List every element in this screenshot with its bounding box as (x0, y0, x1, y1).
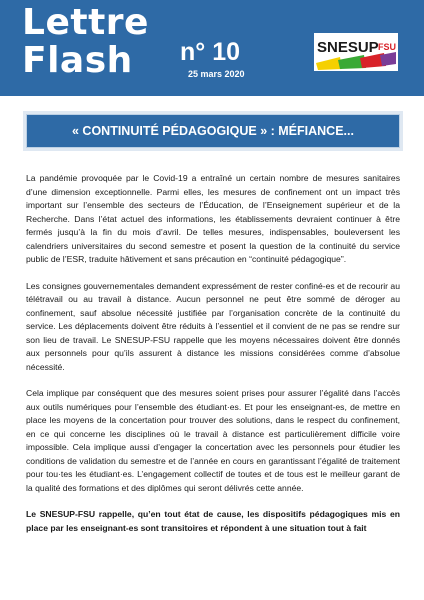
logo-text-main: SNESUP (317, 39, 379, 56)
title-line-2: Flash (22, 40, 133, 81)
paragraph-1: La pandémie provoquée par le Covid-19 a entraîné un certain nombre de mesures sanitaires d’une dimension exceptionnelle. Parmi elles, les mesures de confinement ont un impact très important sur l’ensemble des secteurs de l’Éducation, de l’Enseignement supérieur et de la Recherche. Dans l’état actuel des informations, les établissements devraient continuer à être fermés jusqu’à la fin du mois d’avril. De telles mesures, indispensables, bouleversent les calendriers universitaires du second semestre et posent la question de la continuité du service public de l’ESR, traduite hâtivement et sans précaution en “continuité pédagogique”. (26, 173, 400, 264)
issue-date: 25 mars 2020 (188, 69, 245, 79)
issue-number: n° 10 (180, 38, 241, 66)
article-title: « CONTINUITÉ PÉDAGOGIQUE » : MÉFIANCE... (72, 124, 354, 138)
title-line-1: Lettre (22, 2, 149, 43)
snesup-fsu-logo (314, 33, 398, 71)
paragraph-3: Cela implique par conséquent que des mesures soient prises pour assurer l’égalité dans l’accès aux outils numériques pour l’ensemble des étudiant·es. Et pour les enseignant-es, de mettre en place les moyens de la concertation pour trouver des solutions, dans le respect du confinement, en ce qui concerne les disciplines où le travail à distance est particulièrement difficile voire impossible. Cela implique aussi d’engager la concertation avec les personnels pour étudier les conditions de validation du semestre et de l’année en cours en garantissant l’égalité de traitement pour tou·tes les étudiant·es. L’engagement collectif de toutes et de tous est le meilleur garant de la qualité des formations et des diplômes qui seront délivrés cette année. (26, 388, 400, 493)
logo-text-sub: FSU (378, 42, 396, 52)
article-title-banner (26, 114, 400, 148)
paragraph-2: Les consignes gouvernementales demandent expressément de rester confiné-es et de recourir au télétravail ou au travail à distance. Aucun personnel ne peut être sommé de déroger au confinement, sauf absolue nécessité justifiée par l’organisation concrète de la continuité du service. Les déplacements doivent être réduits à l’essentiel et il convient de ne pas se rendre sur son lieu de travail. Le SNESUP-FSU rappelle que les moyens nécessaires doivent être donnés aux personnels pour qu’ils assurent à distance les missions considérées comme d’absolue nécessité. (26, 280, 400, 372)
paragraph-4: Le SNESUP-FSU rappelle, qu’en tout état de cause, les dispositifs pédagogiques mis en place par les enseignant-es sont transitoires et répondent à une situation tout à fait (26, 509, 400, 533)
header-band (0, 0, 424, 96)
newsletter-title (22, 4, 149, 80)
article-body (26, 172, 400, 548)
